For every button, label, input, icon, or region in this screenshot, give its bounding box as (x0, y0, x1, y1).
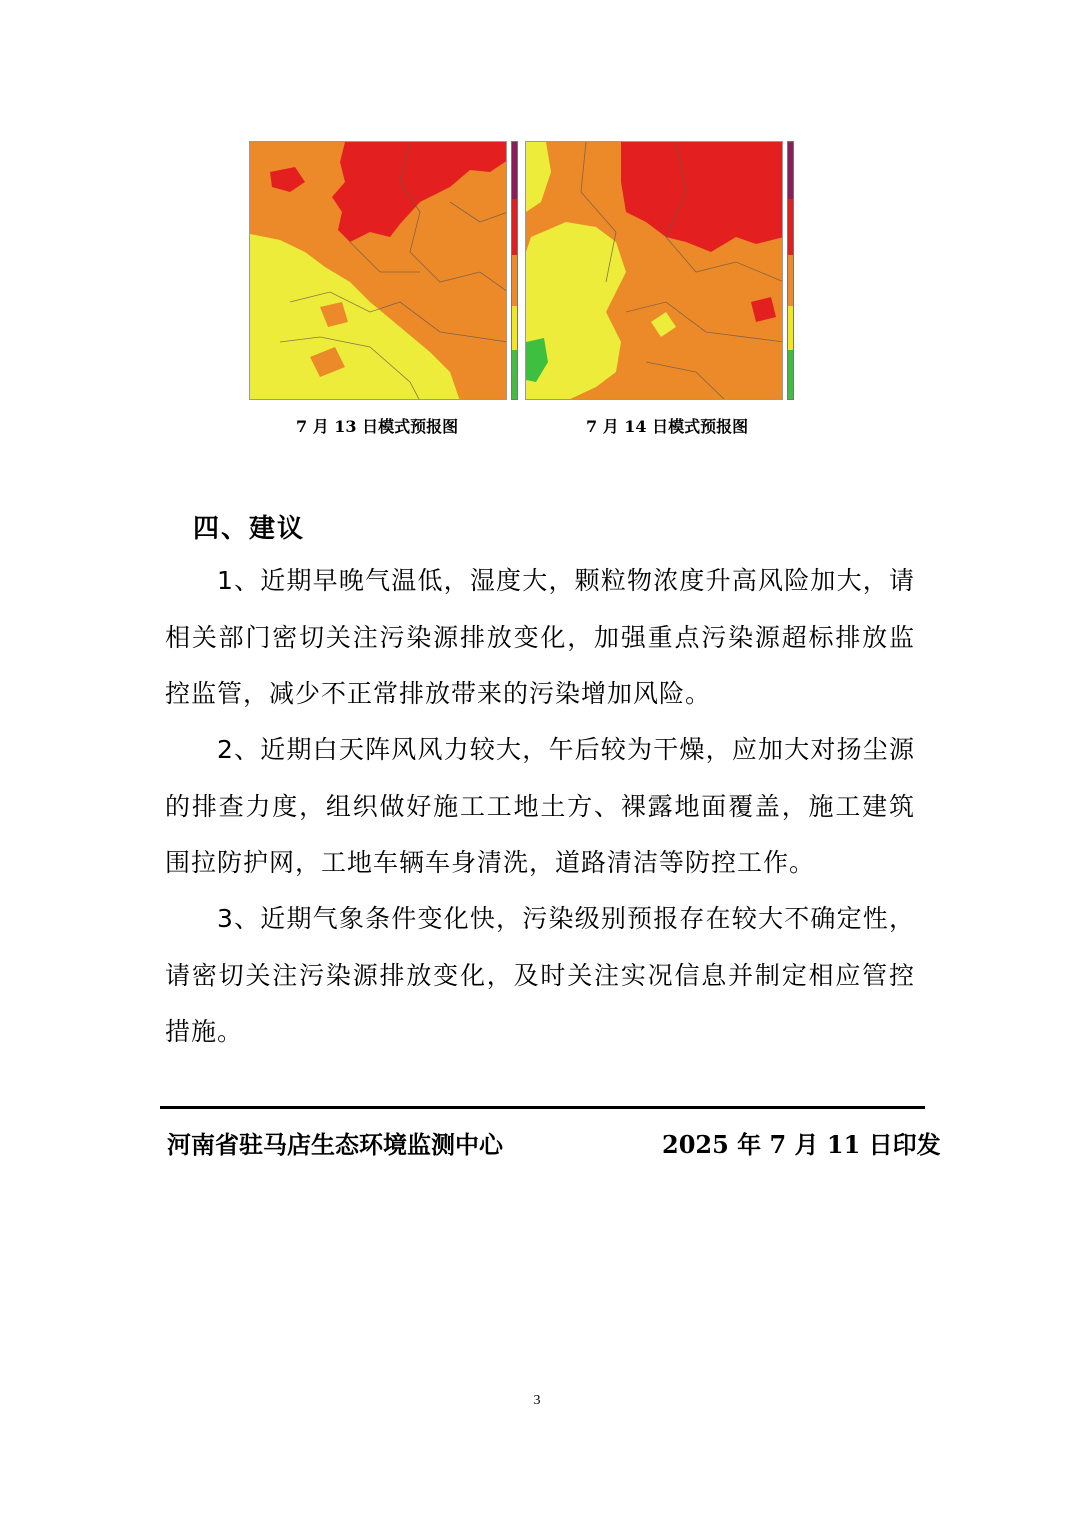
issue-date: 2025 年 7 月 11 日印发 (662, 1130, 941, 1159)
forecast-map-jul13 (249, 141, 507, 400)
forecast-map-jul14 (525, 141, 783, 400)
section-heading: 四、建议 (193, 514, 306, 544)
paragraph: 2、近期白天阵风风力较大，午后较为干燥，应加大对扬尘源的排查力度，组织做好施工工地土方、裸露地面覆盖，施工建筑围拉防护网，工地车辆车身清洗，道路清洁等防控工作。 (165, 735, 915, 877)
issuing-organization: 河南省驻马店生态环境监测中心 (167, 1130, 503, 1159)
page-number: 3 (533, 1393, 541, 1408)
color-scale-bar (787, 141, 794, 400)
footer-divider (160, 1106, 925, 1109)
figure-caption: 7 月 14 日模式预报图 (586, 417, 749, 436)
figure-caption: 7 月 13 日模式预报图 (296, 417, 459, 436)
paragraph: 3、近期气象条件变化快，污染级别预报存在较大不确定性，请密切关注污染源排放变化，及时关注实况信息并制定相应管控措施。 (165, 904, 915, 1046)
color-scale-bar (511, 141, 518, 400)
paragraph: 1、近期早晚气温低，湿度大，颗粒物浓度升高风险加大，请相关部门密切关注污染源排放变化，加强重点污染源超标排放监控监管，减少不正常排放带来的污染增加风险。 (165, 566, 915, 708)
